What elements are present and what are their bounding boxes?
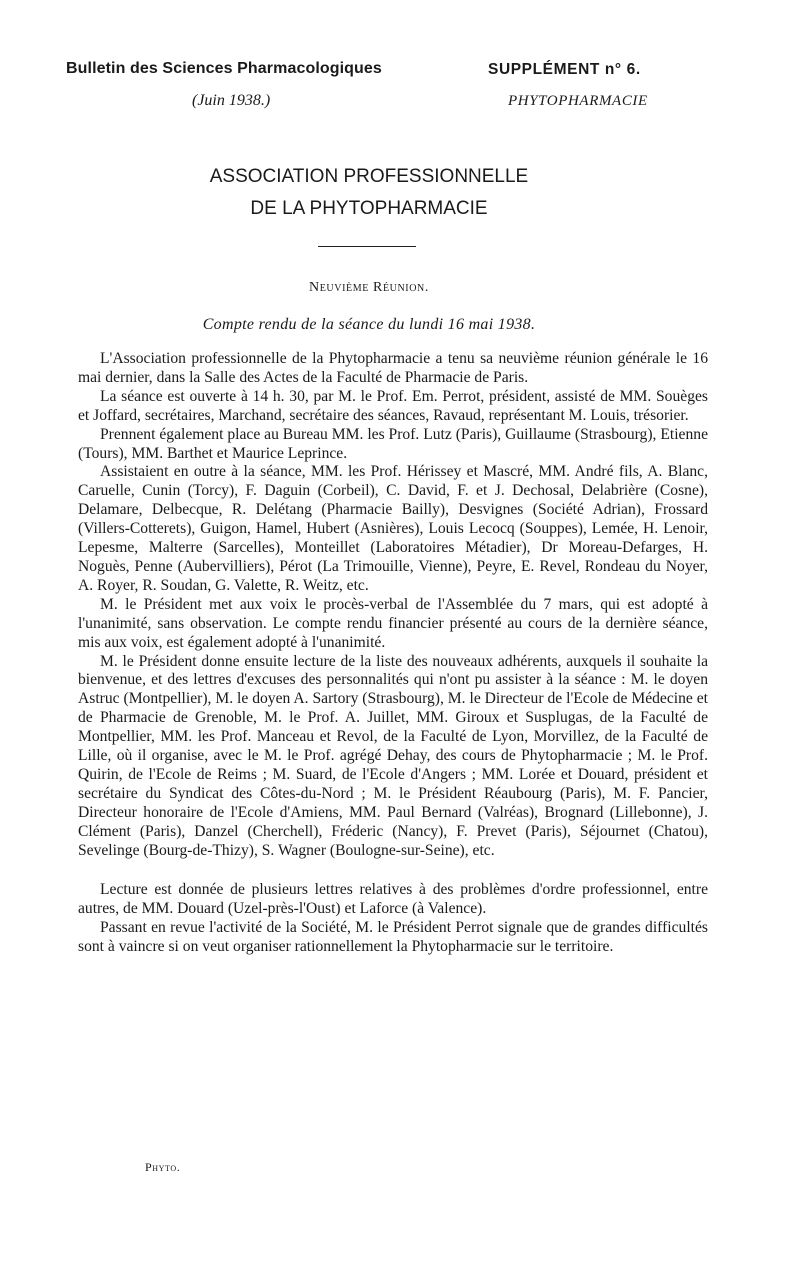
issue-date: (Juin 1938.) xyxy=(192,92,271,109)
page-title-line-1: ASSOCIATION PROFESSIONNELLE xyxy=(209,166,529,187)
page-title-line-2: DE LA PHYTOPHARMACIE xyxy=(250,198,488,219)
meeting-subtitle: Compte rendu de la séance du lundi 16 mai 1938. xyxy=(202,316,536,333)
title-divider xyxy=(318,246,416,247)
paragraph: La séance est ouverte à 14 h. 30, par M. le Prof. Em. Perrot, président, assisté de MM. Souèges et Joffard, secrétaires, Marchand, secrétaire des séances, Ravaud, représentant M. Louis, trésorier. xyxy=(78,387,708,424)
article-body xyxy=(78,350,708,957)
paragraph: L'Association professionnelle de la Phytopharmacie a tenu sa neuvième réunion générale le 16 mai dernier, dans la Salle des Actes de la Faculté de Pharmacie de Paris. xyxy=(78,350,708,386)
paragraph: Lecture est donnée de plusieurs lettres relatives à des problèmes d'ordre professionnel, entre autres, de MM. Douard (Uzel-près-l'Oust) et Laforce (à Valence). xyxy=(78,881,708,918)
paragraph: M. le Président donne ensuite lecture de la liste des nouveaux adhérents, auxquels il souhaite la bienvenue, et des lettres d'excuses des personnalités qui n'ont pu assister à la séance : M. le doyen Astruc (Montpellier), M. le doyen A. Sartory (Strasbourg), M. le Directeur de l'Ecole de Médecine et de Pharmacie de Grenoble, M. le Prof. A. Juillet, MM. Giroux et Susplugas, de la Faculté de Montpellier, MM. les Prof. Manceau et Revol, de la Faculté de Lyon, Morvillez, de la Faculté de Lille, où il organise, avec le M. le Prof. agrégé Dehay, des cours de Phytopharmacie ; M. le Prof. Quirin, de l'Ecole de Reims ; M. Suard, de l'Ecole d'Angers ; MM. Lorée et Douard, président et secrétaire du Syndicat des Côtes-du-Nord ; M. le Président Réaubourg (Paris), M. F. Pancier, Directeur honoraire de l'Ecole d'Amiens, MM. Paul Bernard (Valréas), Brognard (Lillebonne), J. Clément (Paris), Danzel (Cherchell), Fréderic (Nancy), F. Prevet (Paris), Séjournet (Chatou), Sevelinge (Bourg-de-Thizy), S. Wagner (Boulogne-sur-Seine), etc. xyxy=(78,652,708,859)
paragraph: Passant en revue l'activité de la Société, M. le Président Perrot signale que de grandes difficultés sont à vaincre si on veut organiser rationnellement la Phytopharmacie sur le territoire. xyxy=(78,919,708,956)
meeting-heading: Neuvième Réunion. xyxy=(309,280,429,295)
paragraph: Assistaient en outre à la séance, MM. les Prof. Hérissey et Mascré, MM. André fils, A. Blanc, Caruelle, Cunin (Torcy), F. Daguin (Corbeil), C. David, F. et J. Dechosal, Delabrière (Cosne), Delamare, Delbecque, R. Delétang (Pharmacie Bailly), Desvignes (Société Adrian), Frossard (Villers-Cotterets), Guigon, Hamel, Hubert (Asnières), Louis Lecocq (Souppes), Lemée, H. Lenoir, Lepesme, Malterre (Sarcelles), Monteillet (Laboratoires Métadier), Dr Moreau-Defarges, H. Noguès, Penne (Aubervilliers), Pérot (La Trimouille, Vienne), Peyre, E. Revel, Rondeau du Noyer, A. Royer, R. Soudan, G. Valette, R. Weitz, etc. xyxy=(78,463,708,594)
supplement-number: SUPPLÉMENT n° 6. xyxy=(488,61,641,78)
journal-title: Bulletin des Sciences Pharmacologiques xyxy=(66,60,382,77)
paragraph: Prennent également place au Bureau MM. les Prof. Lutz (Paris), Guillaume (Strasbourg), Etienne (Tours), MM. Barthet et Maurice Leprince. xyxy=(78,425,708,462)
paragraph: M. le Président met aux voix le procès-verbal de l'Assemblée du 7 mars, qui est adopté à l'unanimité, sans observation. Le compte rendu financier présenté au cours de la dernière séance, mis aux voix, est également adopté à l'unanimité. xyxy=(78,595,708,651)
page-footer: Phyto. xyxy=(145,1160,181,1174)
section-name: PHYTOPHARMACIE xyxy=(508,93,648,109)
